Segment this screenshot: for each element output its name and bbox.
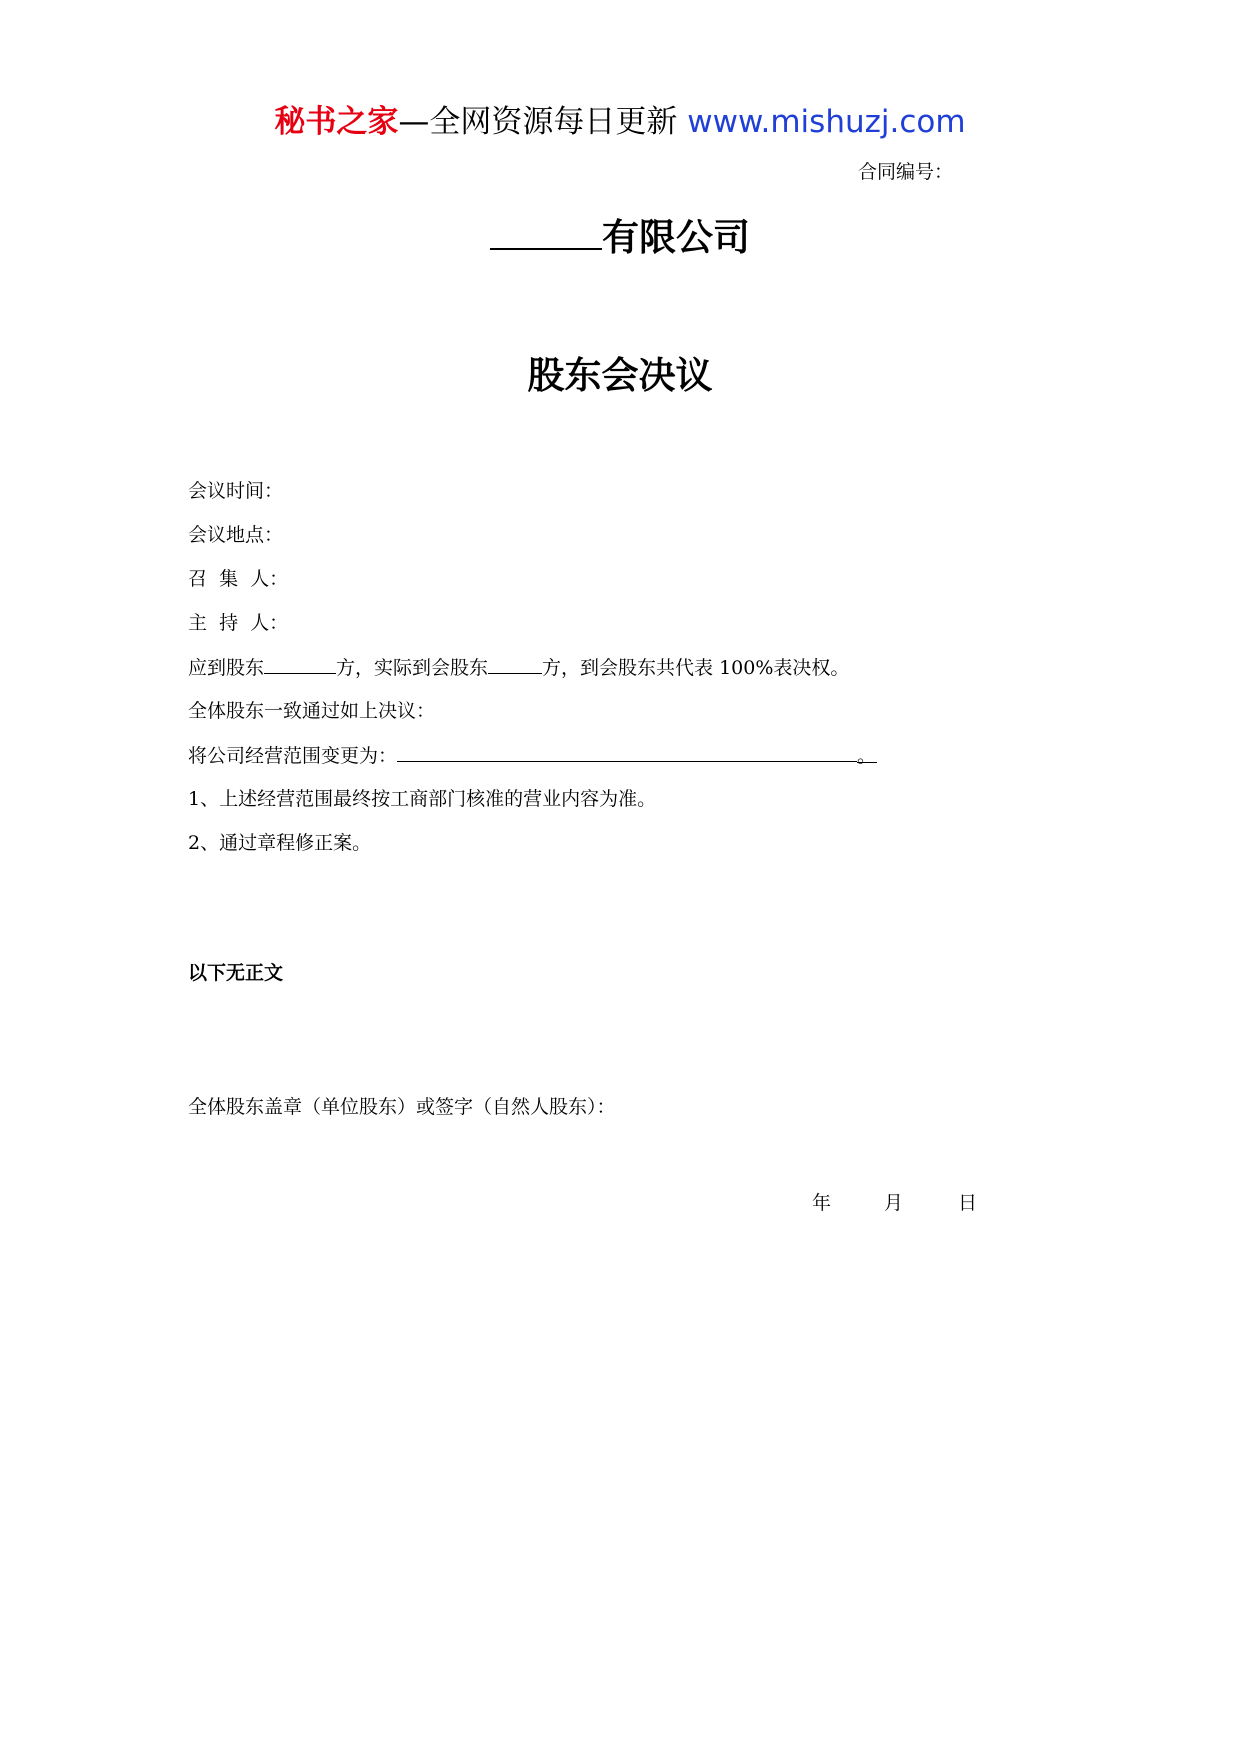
company-name-heading — [0, 212, 1240, 260]
company-suffix: 有限公司 — [602, 215, 750, 259]
banner-brand: 秘书之家 — [274, 104, 399, 140]
no-text-below: 以下无正文 — [188, 962, 284, 984]
attendance-line — [188, 654, 849, 681]
attendance-part3: 方，到会股东共代表 100%表决权。 — [542, 657, 850, 679]
scope-change-end: 。 — [857, 745, 877, 767]
meeting-place-field: 会议地点： — [188, 524, 284, 546]
convener-field: 召 集 人： — [188, 568, 289, 590]
meeting-time-field: 会议时间： — [188, 480, 284, 502]
resolution-item: 1、上述经营范围最终按工商部门核准的营业内容为准。 — [188, 788, 657, 810]
date-year: 年 — [812, 1192, 832, 1214]
banner-slogan: —全网资源每日更新 — [398, 104, 678, 140]
attendance-part1: 应到股东 — [188, 657, 265, 679]
expected-shareholders-blank — [264, 654, 336, 674]
host-field: 主 持 人： — [188, 612, 289, 634]
date-month: 月 — [884, 1192, 904, 1214]
signature-label: 全体股东盖章（单位股东）或签字（自然人股东）： — [188, 1096, 616, 1118]
date-day: 日 — [958, 1192, 978, 1214]
attendance-part2: 方，实际到会股东 — [336, 657, 489, 679]
company-name-blank — [490, 212, 602, 250]
date-line — [812, 1190, 977, 1216]
present-shareholders-blank — [488, 654, 542, 674]
banner-url[interactable]: www.mishuzj.com — [687, 104, 966, 140]
resolution-intro: 全体股东一致通过如上决议： — [188, 700, 436, 722]
contract-number-label: 合同编号： — [858, 161, 954, 183]
document-title: 股东会决议 — [527, 353, 713, 397]
business-scope-blank — [397, 742, 857, 762]
site-banner — [0, 102, 1240, 142]
scope-change-line — [188, 742, 877, 769]
scope-change-label: 将公司经营范围变更为： — [188, 745, 398, 767]
resolution-item: 2、通过章程修正案。 — [188, 832, 372, 854]
